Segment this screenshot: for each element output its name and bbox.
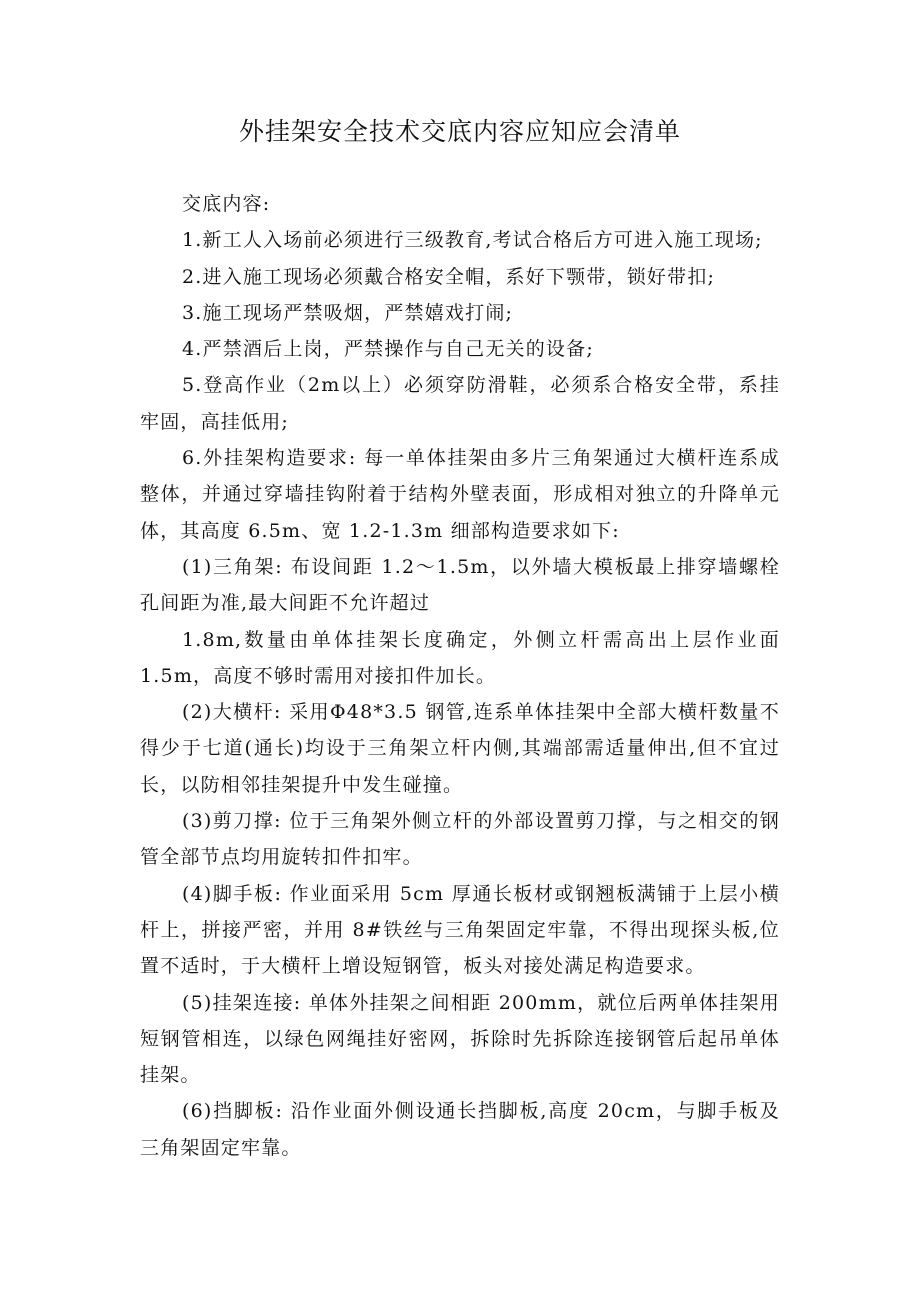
paragraph-sub-1-cont: 1.8m,数量由单体挂架长度确定，外侧立杆需高出上层作业面 1.5m，高度不够时需用对接扣件加长。 bbox=[140, 628, 780, 687]
paragraph-sub-6: (6)挡脚板: 沿作业面外侧设通长挡脚板,高度 20cm，与脚手板及三角架固定牢靠。 bbox=[140, 1100, 780, 1159]
paragraph-item-2: 2.进入施工现场必须戴合格安全帽，系好下颚带，锁好带扣; bbox=[182, 265, 716, 288]
document-body bbox=[140, 186, 780, 1166]
document-title: 外挂架安全技术交底内容应知应会清单 bbox=[238, 117, 681, 146]
paragraph-intro: 交底内容: bbox=[182, 193, 271, 215]
paragraph-sub-5: (5)挂架连接: 单体外挂架之间相距 200mm，就位后两单体挂架用短钢管相连，以绿色网绳挂好密网，拆除时先拆除连接钢管后起吊单体挂架。 bbox=[140, 991, 780, 1087]
paragraph-item-3: 3.施工现场严禁吸烟，严禁嬉戏打闹; bbox=[182, 301, 514, 324]
paragraph-sub-1: (1)三角架: 布设间距 1.2～1.5m，以外墙大模板最上排穿墙螺栓孔间距为准,最大间距不允许超过 bbox=[140, 555, 780, 615]
paragraph-item-1: 1.新工人入场前必须进行三级教育,考试合格后方可进入施工现场; bbox=[182, 229, 763, 252]
paragraph-item-4: 4.严禁酒后上岗，严禁操作与自己无关的设备; bbox=[182, 338, 594, 361]
paragraph-item-6: 6.外挂架构造要求: 每一单体挂架由多片三角架通过大横杆连系成整体，并通过穿墙挂钩附着于结构外壁表面，形成相对独立的升降单元体，其高度 6.5m、宽 1.2-1.3m 细部构造要求如下: bbox=[140, 447, 780, 542]
paragraph-item-5: 5.登高作业（2m以上）必须穿防滑鞋，必须系合格安全带，系挂牢固，高挂低用; bbox=[140, 374, 780, 433]
paragraph-sub-3: (3)剪刀撑: 位于三角架外侧立杆的外部设置剪刀撑，与之相交的钢管全部节点均用旋转扣件扣牢。 bbox=[140, 810, 780, 869]
paragraph-sub-2: (2)大横杆: 采用Φ48*3.5 钢管,连系单体挂架中全部大横杆数量不得少于七道(通长)均设于三角架立杆内侧,其端部需适量伸出,但不宜过长，以防相邻挂架提升中发生碰撞。 bbox=[140, 701, 780, 796]
paragraph-sub-4: (4)脚手板: 作业面采用 5cm 厚通长板材或钢翘板满铺于上层小横杆上，拼接严密，并用 8#铁丝与三角架固定牢靠，不得出现探头板,位置不适时，于大横杆上增设短钢管，板头对接处满足构造要求。 bbox=[140, 882, 780, 978]
